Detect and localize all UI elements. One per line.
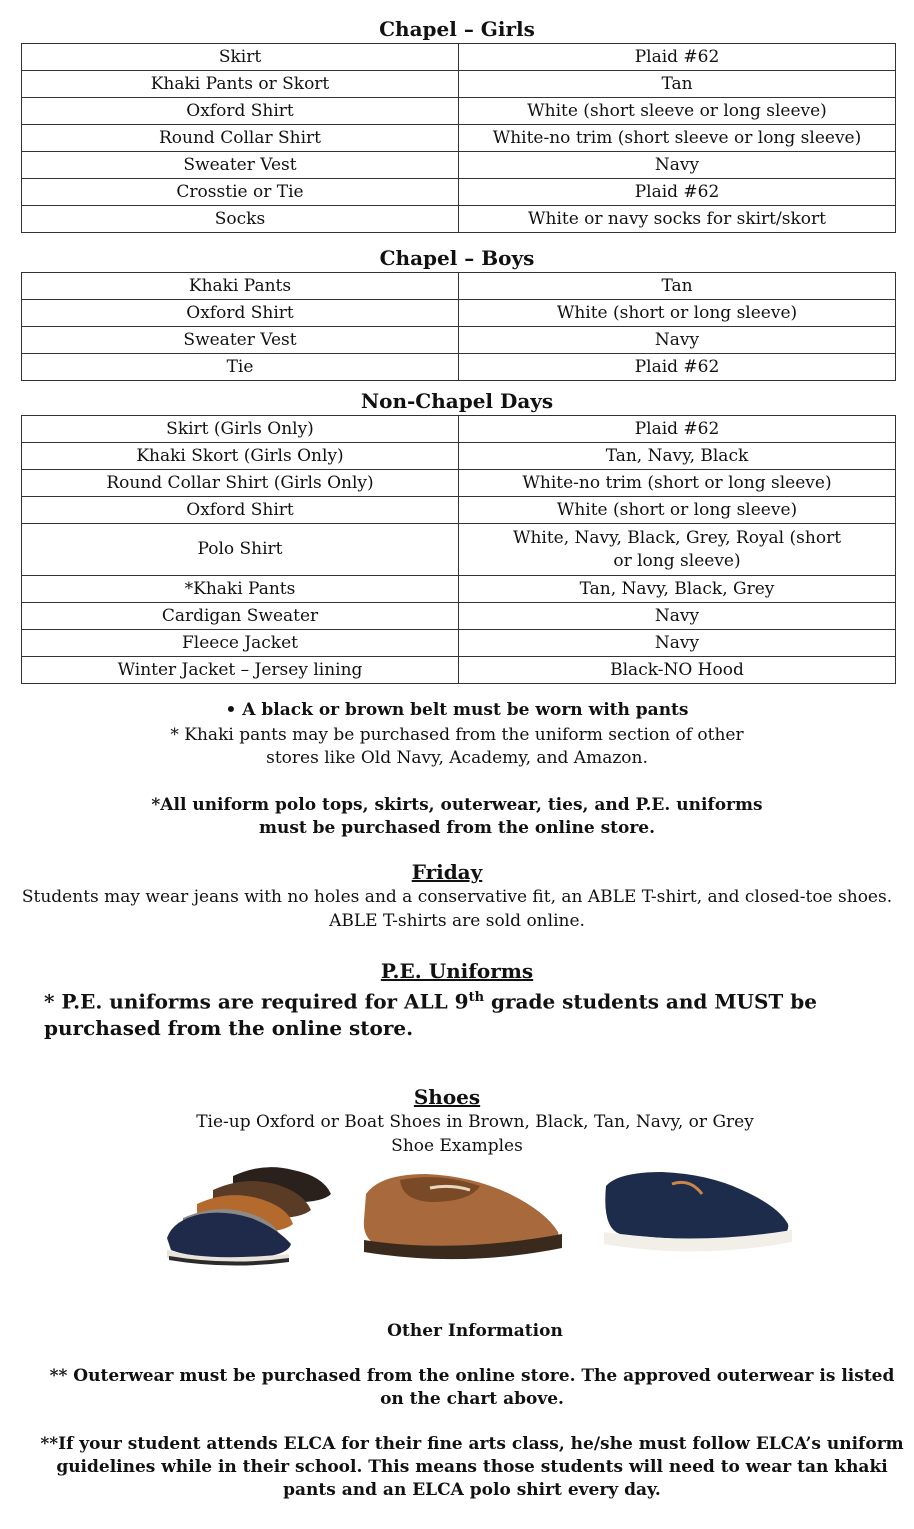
uniform-spec: Navy: [459, 603, 896, 630]
non-chapel-title: Non-Chapel Days: [360, 389, 554, 413]
uniform-item: Khaki Pants: [22, 273, 459, 300]
uniform-spec: Tan: [459, 71, 896, 98]
uniform-item: Round Collar Shirt: [22, 125, 459, 152]
table-row: [22, 524, 896, 576]
online-note-line1: *All uniform polo tops, skirts, outerwear, ties, and P.E. uniforms: [151, 795, 763, 815]
pe-title: P.E. Uniforms: [380, 959, 534, 983]
elca-line2: guidelines while in their school. This means those students will need to wear tan khaki: [56, 1457, 888, 1477]
outerwear-line2: on the chart above.: [380, 1389, 564, 1409]
table-row: [22, 657, 896, 684]
uniform-item: Oxford Shirt: [22, 300, 459, 327]
non-chapel-table: [21, 415, 896, 684]
uniform-spec: Navy: [459, 630, 896, 657]
table-row: [22, 179, 896, 206]
chapel-girls-title: Chapel – Girls: [379, 17, 535, 41]
uniform-spec: Navy: [459, 327, 896, 354]
uniform-spec: [459, 524, 896, 576]
table-row: [22, 44, 896, 71]
table-row: [22, 416, 896, 443]
uniform-spec: Tan, Navy, Black, Grey: [459, 576, 896, 603]
uniform-spec-line: White, Navy, Black, Grey, Royal (short: [512, 527, 842, 548]
uniform-item: Khaki Pants or Skort: [22, 71, 459, 98]
uniform-spec: Plaid #62: [459, 416, 896, 443]
online-note-line2: must be purchased from the online store.: [258, 818, 656, 838]
pe-line1-pre: * P.E. uniforms are required for ALL 9: [44, 989, 469, 1014]
chapel-boys-title: Chapel – Boys: [379, 246, 535, 270]
uniform-spec: White (short or long sleeve): [459, 497, 896, 524]
uniform-spec-line: or long sleeve): [613, 550, 741, 571]
boat-shoe-navy-image: [602, 1170, 796, 1254]
uniform-spec: White or navy socks for skirt/skort: [459, 206, 896, 233]
uniform-item: Sweater Vest: [22, 327, 459, 354]
uniform-spec: Plaid #62: [459, 354, 896, 381]
pe-line1-post: grade students and MUST be: [484, 989, 817, 1014]
chapel-boys-table: [21, 272, 896, 381]
pe-requirement: [44, 985, 824, 1041]
uniform-item: *Khaki Pants: [22, 576, 459, 603]
table-row: [22, 300, 896, 327]
table-row: [22, 125, 896, 152]
uniform-item: Tie: [22, 354, 459, 381]
uniform-item: Sweater Vest: [22, 152, 459, 179]
uniform-spec: Tan: [459, 273, 896, 300]
outerwear-line1: ** Outerwear must be purchased from the online store. The approved outerwear is listed: [49, 1366, 895, 1386]
pe-line1-sup: th: [468, 990, 485, 1005]
table-row: [22, 152, 896, 179]
table-row: [22, 273, 896, 300]
other-info-title: Other Information: [387, 1321, 563, 1341]
uniform-spec: Plaid #62: [459, 179, 896, 206]
uniform-spec: White (short sleeve or long sleeve): [459, 98, 896, 125]
friday-line1: Students may wear jeans with no holes and a conservative fit, an ABLE T-shirt, and closed-toe shoes.: [21, 887, 893, 907]
table-row: [22, 443, 896, 470]
uniform-item: Socks: [22, 206, 459, 233]
table-row: [22, 630, 896, 657]
elca-line3: pants and an ELCA polo shirt every day.: [283, 1480, 661, 1500]
chapel-girls-table: [21, 43, 896, 233]
table-row: [22, 470, 896, 497]
shoes-line1: Tie-up Oxford or Boat Shoes in Brown, Black, Tan, Navy, or Grey: [196, 1112, 754, 1132]
uniform-item: Skirt (Girls Only): [22, 416, 459, 443]
uniform-spec: White-no trim (short sleeve or long sleeve): [459, 125, 896, 152]
uniform-spec: Plaid #62: [459, 44, 896, 71]
uniform-item: Polo Shirt: [22, 524, 459, 576]
uniform-item: Oxford Shirt: [22, 497, 459, 524]
khaki-note-line1: * Khaki pants may be purchased from the uniform section of other: [170, 725, 744, 745]
uniform-spec: Navy: [459, 152, 896, 179]
table-row: [22, 206, 896, 233]
shoes-title: Shoes: [413, 1085, 481, 1109]
boat-shoe-brown-image: [360, 1170, 566, 1268]
table-row: [22, 327, 896, 354]
table-row: [22, 71, 896, 98]
friday-title: Friday: [411, 860, 483, 884]
friday-line2: ABLE T-shirts are sold online.: [329, 911, 585, 931]
uniform-item: Oxford Shirt: [22, 98, 459, 125]
pe-line2: purchased from the online store.: [44, 1015, 414, 1040]
table-row: [22, 603, 896, 630]
uniform-spec: White-no trim (short or long sleeve): [459, 470, 896, 497]
uniform-item: Winter Jacket – Jersey lining: [22, 657, 459, 684]
uniform-item: Skirt: [22, 44, 459, 71]
uniform-spec: Black-NO Hood: [459, 657, 896, 684]
oxford-shoes-image: [163, 1158, 341, 1270]
table-row: [22, 576, 896, 603]
khaki-note-line2: stores like Old Navy, Academy, and Amazon.: [266, 748, 648, 768]
uniform-item: Cardigan Sweater: [22, 603, 459, 630]
uniform-item: Fleece Jacket: [22, 630, 459, 657]
uniform-item: Round Collar Shirt (Girls Only): [22, 470, 459, 497]
table-row: [22, 497, 896, 524]
table-row: [22, 98, 896, 125]
uniform-spec: Tan, Navy, Black: [459, 443, 896, 470]
belt-note: • A black or brown belt must be worn with pants: [225, 700, 689, 720]
shoes-line2: Shoe Examples: [391, 1136, 523, 1156]
table-row: [22, 354, 896, 381]
uniform-item: Crosstie or Tie: [22, 179, 459, 206]
uniform-spec: White (short or long sleeve): [459, 300, 896, 327]
elca-line1: **If your student attends ELCA for their fine arts class, he/she must follow ELCA’s uniform: [40, 1434, 904, 1454]
uniform-item: Khaki Skort (Girls Only): [22, 443, 459, 470]
